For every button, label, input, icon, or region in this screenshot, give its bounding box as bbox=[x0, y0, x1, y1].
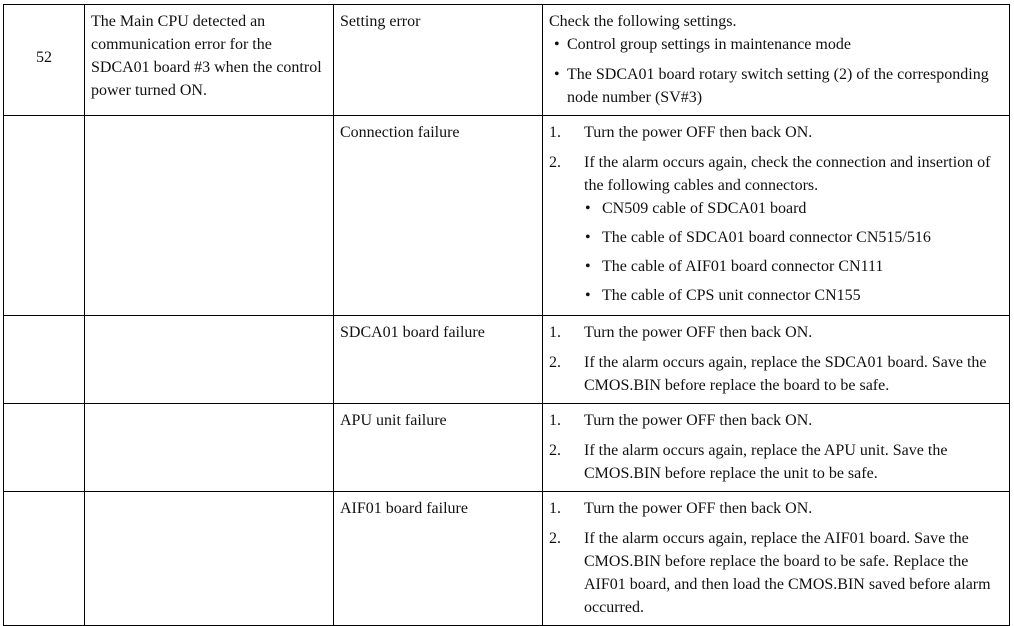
list-item: • Control group settings in maintenance mode bbox=[549, 33, 1003, 56]
list-item bbox=[549, 351, 1003, 397]
remedy-steps bbox=[549, 409, 1003, 485]
list-item bbox=[549, 151, 1003, 307]
table-row bbox=[4, 492, 1010, 626]
step-text: If the alarm occurs again, replace the SDCA01 board. Save the CMOS.BIN before replace the board to be safe. bbox=[584, 354, 987, 394]
alarm-cause: APU unit failure bbox=[334, 404, 543, 492]
alarm-remedy bbox=[543, 116, 1010, 316]
list-item bbox=[549, 439, 1003, 485]
list-item: • The cable of AIF01 board connector CN111 bbox=[584, 255, 1003, 278]
list-item: • The cable of CPS unit connector CN155 bbox=[584, 284, 1003, 307]
step-text: If the alarm occurs again, check the connection and insertion of the following cables and connectors. bbox=[584, 154, 991, 194]
list-item bbox=[549, 497, 1003, 520]
step-text: Turn the power OFF then back ON. bbox=[584, 412, 813, 429]
step-number: 2. bbox=[549, 442, 561, 459]
remedy-bullet-list bbox=[549, 33, 1003, 109]
alarm-detail bbox=[85, 116, 334, 316]
step-number: 1. bbox=[549, 324, 561, 341]
table-row bbox=[4, 5, 1010, 116]
alarm-cause: Connection failure bbox=[334, 116, 543, 316]
step-text: Turn the power OFF then back ON. bbox=[584, 324, 813, 341]
alarm-detail bbox=[85, 492, 334, 626]
alarm-number bbox=[4, 316, 85, 404]
remedy-intro: Check the following settings. bbox=[549, 13, 737, 30]
list-item bbox=[549, 121, 1003, 144]
table-row bbox=[4, 116, 1010, 316]
step-number: 2. bbox=[549, 530, 561, 547]
alarm-cause: AIF01 board failure bbox=[334, 492, 543, 626]
list-item bbox=[549, 409, 1003, 432]
remedy-steps bbox=[549, 121, 1003, 307]
step-text: If the alarm occurs again, replace the AIF01 board. Save the CMOS.BIN before replace the board to be safe. Replace the AIF01 board, and then load the CMOS.BIN saved before alarm occurred. bbox=[584, 530, 991, 616]
step-number: 2. bbox=[549, 354, 561, 371]
list-item: • CN509 cable of SDCA01 board bbox=[584, 197, 1003, 220]
table-row bbox=[4, 404, 1010, 492]
step-number: 1. bbox=[549, 500, 561, 517]
alarm-number: 52 bbox=[4, 5, 85, 116]
alarm-cause: Setting error bbox=[334, 5, 543, 116]
step-text: Turn the power OFF then back ON. bbox=[584, 124, 813, 141]
alarm-table bbox=[3, 4, 1010, 626]
step-text: If the alarm occurs again, replace the APU unit. Save the CMOS.BIN before replace the unit to be safe. bbox=[584, 442, 948, 482]
alarm-number bbox=[4, 116, 85, 316]
list-item bbox=[549, 321, 1003, 344]
alarm-remedy bbox=[543, 316, 1010, 404]
step-text: Turn the power OFF then back ON. bbox=[584, 500, 813, 517]
alarm-number bbox=[4, 404, 85, 492]
step-number: 1. bbox=[549, 124, 561, 141]
list-item: • The SDCA01 board rotary switch setting (2) of the corresponding node number (SV#3) bbox=[549, 63, 1003, 109]
cable-bullet-list bbox=[584, 197, 1003, 307]
step-number: 1. bbox=[549, 412, 561, 429]
remedy-steps bbox=[549, 321, 1003, 397]
alarm-remedy bbox=[543, 5, 1010, 116]
alarm-cause: SDCA01 board failure bbox=[334, 316, 543, 404]
alarm-number bbox=[4, 492, 85, 626]
alarm-remedy bbox=[543, 492, 1010, 626]
alarm-detail bbox=[85, 316, 334, 404]
remedy-steps bbox=[549, 497, 1003, 619]
list-item bbox=[549, 527, 1003, 619]
table-row bbox=[4, 316, 1010, 404]
alarm-remedy bbox=[543, 404, 1010, 492]
list-item: • The cable of SDCA01 board connector CN515/516 bbox=[584, 226, 1003, 249]
alarm-detail bbox=[85, 404, 334, 492]
alarm-detail: The Main CPU detected an communication error for the SDCA01 board #3 when the control power turned ON. bbox=[85, 5, 334, 116]
step-number: 2. bbox=[549, 154, 561, 171]
